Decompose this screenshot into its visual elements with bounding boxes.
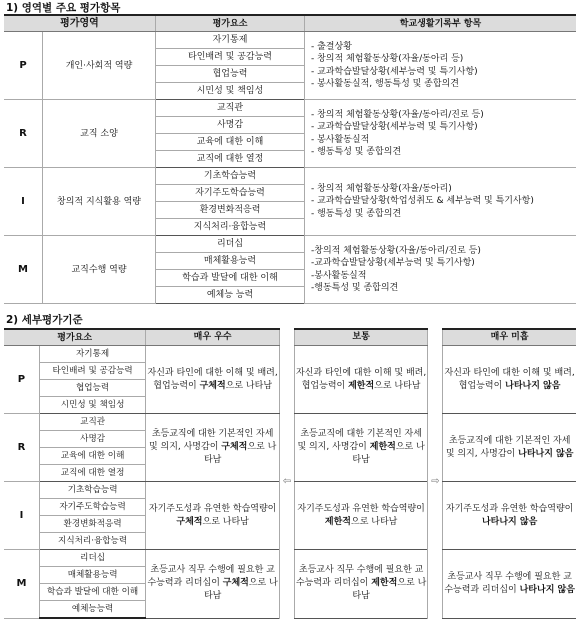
desc-text: 으로 나타남 (352, 442, 425, 465)
element-item: 시민성 및 책임성 (39, 397, 145, 414)
record-item: - 행동특성 및 종합의견 (311, 208, 402, 219)
desc-emphasis: 구체적 (176, 516, 203, 527)
element-item: 타인배려 및 공감능력 (156, 49, 305, 66)
element-item: 교직에 대한 열정 (156, 151, 305, 168)
record-item: -봉사활동실적 (311, 270, 367, 281)
desc-emphasis: 제한적 (371, 578, 398, 589)
element-item: 자기통제 (156, 32, 305, 49)
desc-text: 으로 나타남 (202, 516, 249, 527)
record-item: - 교과학습발달상황(세부능력 및 특기사항) (311, 66, 478, 77)
element-item: 환경변화적응력 (39, 516, 145, 533)
average-desc (294, 482, 428, 550)
excellent-desc (146, 414, 280, 482)
header-excellent: 매우 우수 (146, 329, 280, 346)
header-record: 학교생활기록부 항목 (305, 15, 577, 32)
average-desc (294, 346, 428, 414)
desc-emphasis: 제한적 (324, 516, 351, 527)
desc-text: 자기주도성과 유연한 학습역량이 (297, 503, 425, 514)
record-item: - 교과학습발달상황(학업성취도 & 세부능력 및 특기사항) (311, 196, 534, 207)
desc-text: 자신과 타인에 대한 이해 및 배려, 협업능력이 (296, 367, 427, 391)
desc-emphasis: 제한적 (348, 380, 375, 391)
header-element: 평가요소 (156, 15, 305, 32)
detailed-criteria-table (4, 328, 576, 619)
element-item: 리더십 (39, 550, 145, 567)
desc-text: 자기주도성과 유연한 학습역량이 (445, 503, 574, 514)
element-item: 교육에 대한 이해 (156, 134, 305, 151)
element-item: 환경변화적응력 (156, 202, 305, 219)
element-item: 교직에 대한 열정 (39, 465, 145, 482)
desc-text: 초등교사 직무 수행에 필요한 교수능력과 리더십이 (147, 565, 275, 589)
record-item: - 출결상황 (311, 41, 352, 52)
desc-emphasis: 나타나지 않음 (505, 380, 561, 391)
element-item: 지식처리·융합능력 (156, 219, 305, 236)
element-item: 학습과 발달에 대한 이해 (39, 584, 145, 601)
desc-text: 으로 나타남 (225, 380, 273, 391)
table-row (4, 346, 576, 363)
element-code: P (4, 346, 39, 414)
element-item: 학습과 발달에 대한 이해 (156, 270, 305, 287)
record-item: -교과학습발달상황(세부능력 및 특기사항) (311, 258, 475, 269)
element-item: 예체능 능력 (156, 287, 305, 304)
area-name: 창의적 지식활용 역량 (43, 168, 156, 236)
element-code: M (4, 550, 39, 619)
desc-emphasis: 제한적 (369, 442, 396, 452)
table-row (4, 100, 576, 117)
area-code: I (4, 168, 43, 236)
desc-text: 으로 나타남 (352, 578, 427, 602)
excellent-desc (146, 482, 280, 550)
desc-text: 자기주도성과 유연한 학습역량이 (148, 503, 277, 514)
record-item: - 봉사활동실적, 행동특성 및 종합의견 (311, 78, 459, 89)
average-desc (294, 414, 428, 482)
table-row (4, 236, 576, 253)
element-code: R (4, 414, 39, 482)
element-item: 지식처리·융합능력 (39, 533, 145, 550)
element-item: 사명감 (39, 431, 145, 448)
section1-title: 1) 영역별 주요 평가항목 (6, 2, 121, 14)
element-item: 자기통제 (39, 346, 145, 363)
header-element: 평가요소 (4, 329, 146, 346)
poor-desc (443, 550, 576, 619)
gap-header (428, 329, 443, 346)
element-item: 기초학습능력 (39, 482, 145, 499)
desc-text: 자신과 타인에 대한 이해 및 배려, 협업능력이 (444, 367, 575, 391)
desc-text: 자신과 타인에 대한 이해 및 배려, 협업능력이 (147, 367, 278, 391)
element-item: 예체능능력 (39, 601, 145, 619)
record-items (305, 168, 577, 236)
evaluation-items-table (4, 14, 576, 304)
arrow-right-icon: ⇨ (431, 475, 440, 487)
section2-title: 2) 세부평가기준 (6, 314, 83, 326)
desc-text: 초등교사 직무 수행에 필요한 교수능력과 리더십이 (295, 565, 424, 589)
arrow-gap (428, 346, 443, 619)
record-item: - 창의적 체험활동상황(자율/동아리 등) (311, 54, 464, 65)
desc-text: 초등교직에 대한 기본적인 자세 및 의지, 사명감이 (445, 435, 571, 459)
record-item: -창의적 체험활동상황(자율/동아리/진로 등) (311, 245, 481, 256)
excellent-desc (146, 346, 280, 414)
element-item: 기초학습능력 (156, 168, 305, 185)
element-item: 매체활용능력 (156, 253, 305, 270)
header-area: 평가영역 (4, 15, 156, 32)
desc-text: 초등교직에 대한 기본적인 자세 및 의지, 사명감이 (148, 429, 274, 452)
desc-emphasis: 나타나지 않음 (518, 448, 574, 459)
element-item: 리더십 (156, 236, 305, 253)
element-item: 타인배려 및 공감능력 (39, 363, 145, 380)
record-item: - 행동특성 및 종합의견 (311, 146, 402, 157)
desc-text: 으로 나타남 (203, 578, 278, 602)
area-name: 개인·사회적 역량 (43, 32, 156, 100)
element-item: 사명감 (156, 117, 305, 134)
area-code: R (4, 100, 43, 168)
element-item: 협업능력 (39, 380, 145, 397)
desc-text: 으로 나타남 (374, 380, 421, 391)
desc-text: 초등교사 직무 수행에 필요한 교수능력과 리더십이 (444, 571, 572, 595)
arrow-left-icon: ⇦ (282, 475, 292, 487)
header-average: 보통 (294, 329, 428, 346)
area-code: P (4, 32, 43, 100)
average-desc (294, 550, 428, 619)
table-row (4, 168, 576, 185)
element-item: 교육에 대한 이해 (39, 448, 145, 465)
arrow-gap (280, 346, 295, 619)
element-item: 협업능력 (156, 66, 305, 83)
header-poor: 매우 미흡 (443, 329, 576, 346)
desc-text: 으로 나타남 (351, 516, 398, 527)
record-item: - 창의적 체험활동상황(자율/동아리) (311, 183, 452, 194)
desc-emphasis: 나타나지 않음 (519, 584, 575, 595)
record-items (305, 32, 577, 100)
area-name: 교직 소양 (43, 100, 156, 168)
element-code: I (4, 482, 39, 550)
desc-emphasis: 구체적 (221, 442, 248, 452)
desc-emphasis: 나타나지 않음 (481, 516, 538, 527)
record-item: - 봉사활동실적 (311, 134, 370, 145)
element-item: 매체활용능력 (39, 567, 145, 584)
element-item: 교직관 (156, 100, 305, 117)
element-item: 자기주도학습능력 (39, 499, 145, 516)
record-items (305, 236, 577, 304)
element-item: 자기주도학습능력 (156, 185, 305, 202)
record-items (305, 100, 577, 168)
table-row (4, 32, 576, 49)
desc-emphasis: 구체적 (222, 578, 249, 589)
record-item: - 교과학습발달상황(세부능력 및 특기사항) (311, 122, 478, 133)
record-item: - 창의적 체험활동상황(자율/동아리/진로 등) (311, 109, 484, 120)
excellent-desc (146, 550, 280, 619)
desc-text: 으로 나타남 (203, 442, 277, 465)
area-code: M (4, 236, 43, 304)
element-item: 교직관 (39, 414, 145, 431)
desc-text: 초등교직에 대한 기본적인 자세 및 의지, 사명감이 (297, 429, 422, 452)
desc-emphasis: 구체적 (199, 380, 226, 391)
area-name: 교직수행 역량 (43, 236, 156, 304)
poor-desc (443, 482, 576, 550)
poor-desc (443, 346, 576, 414)
gap-header (280, 329, 295, 346)
record-item: -행동특성 및 종합의견 (311, 282, 399, 293)
poor-desc (443, 414, 576, 482)
element-item: 시민성 및 책임성 (156, 83, 305, 100)
